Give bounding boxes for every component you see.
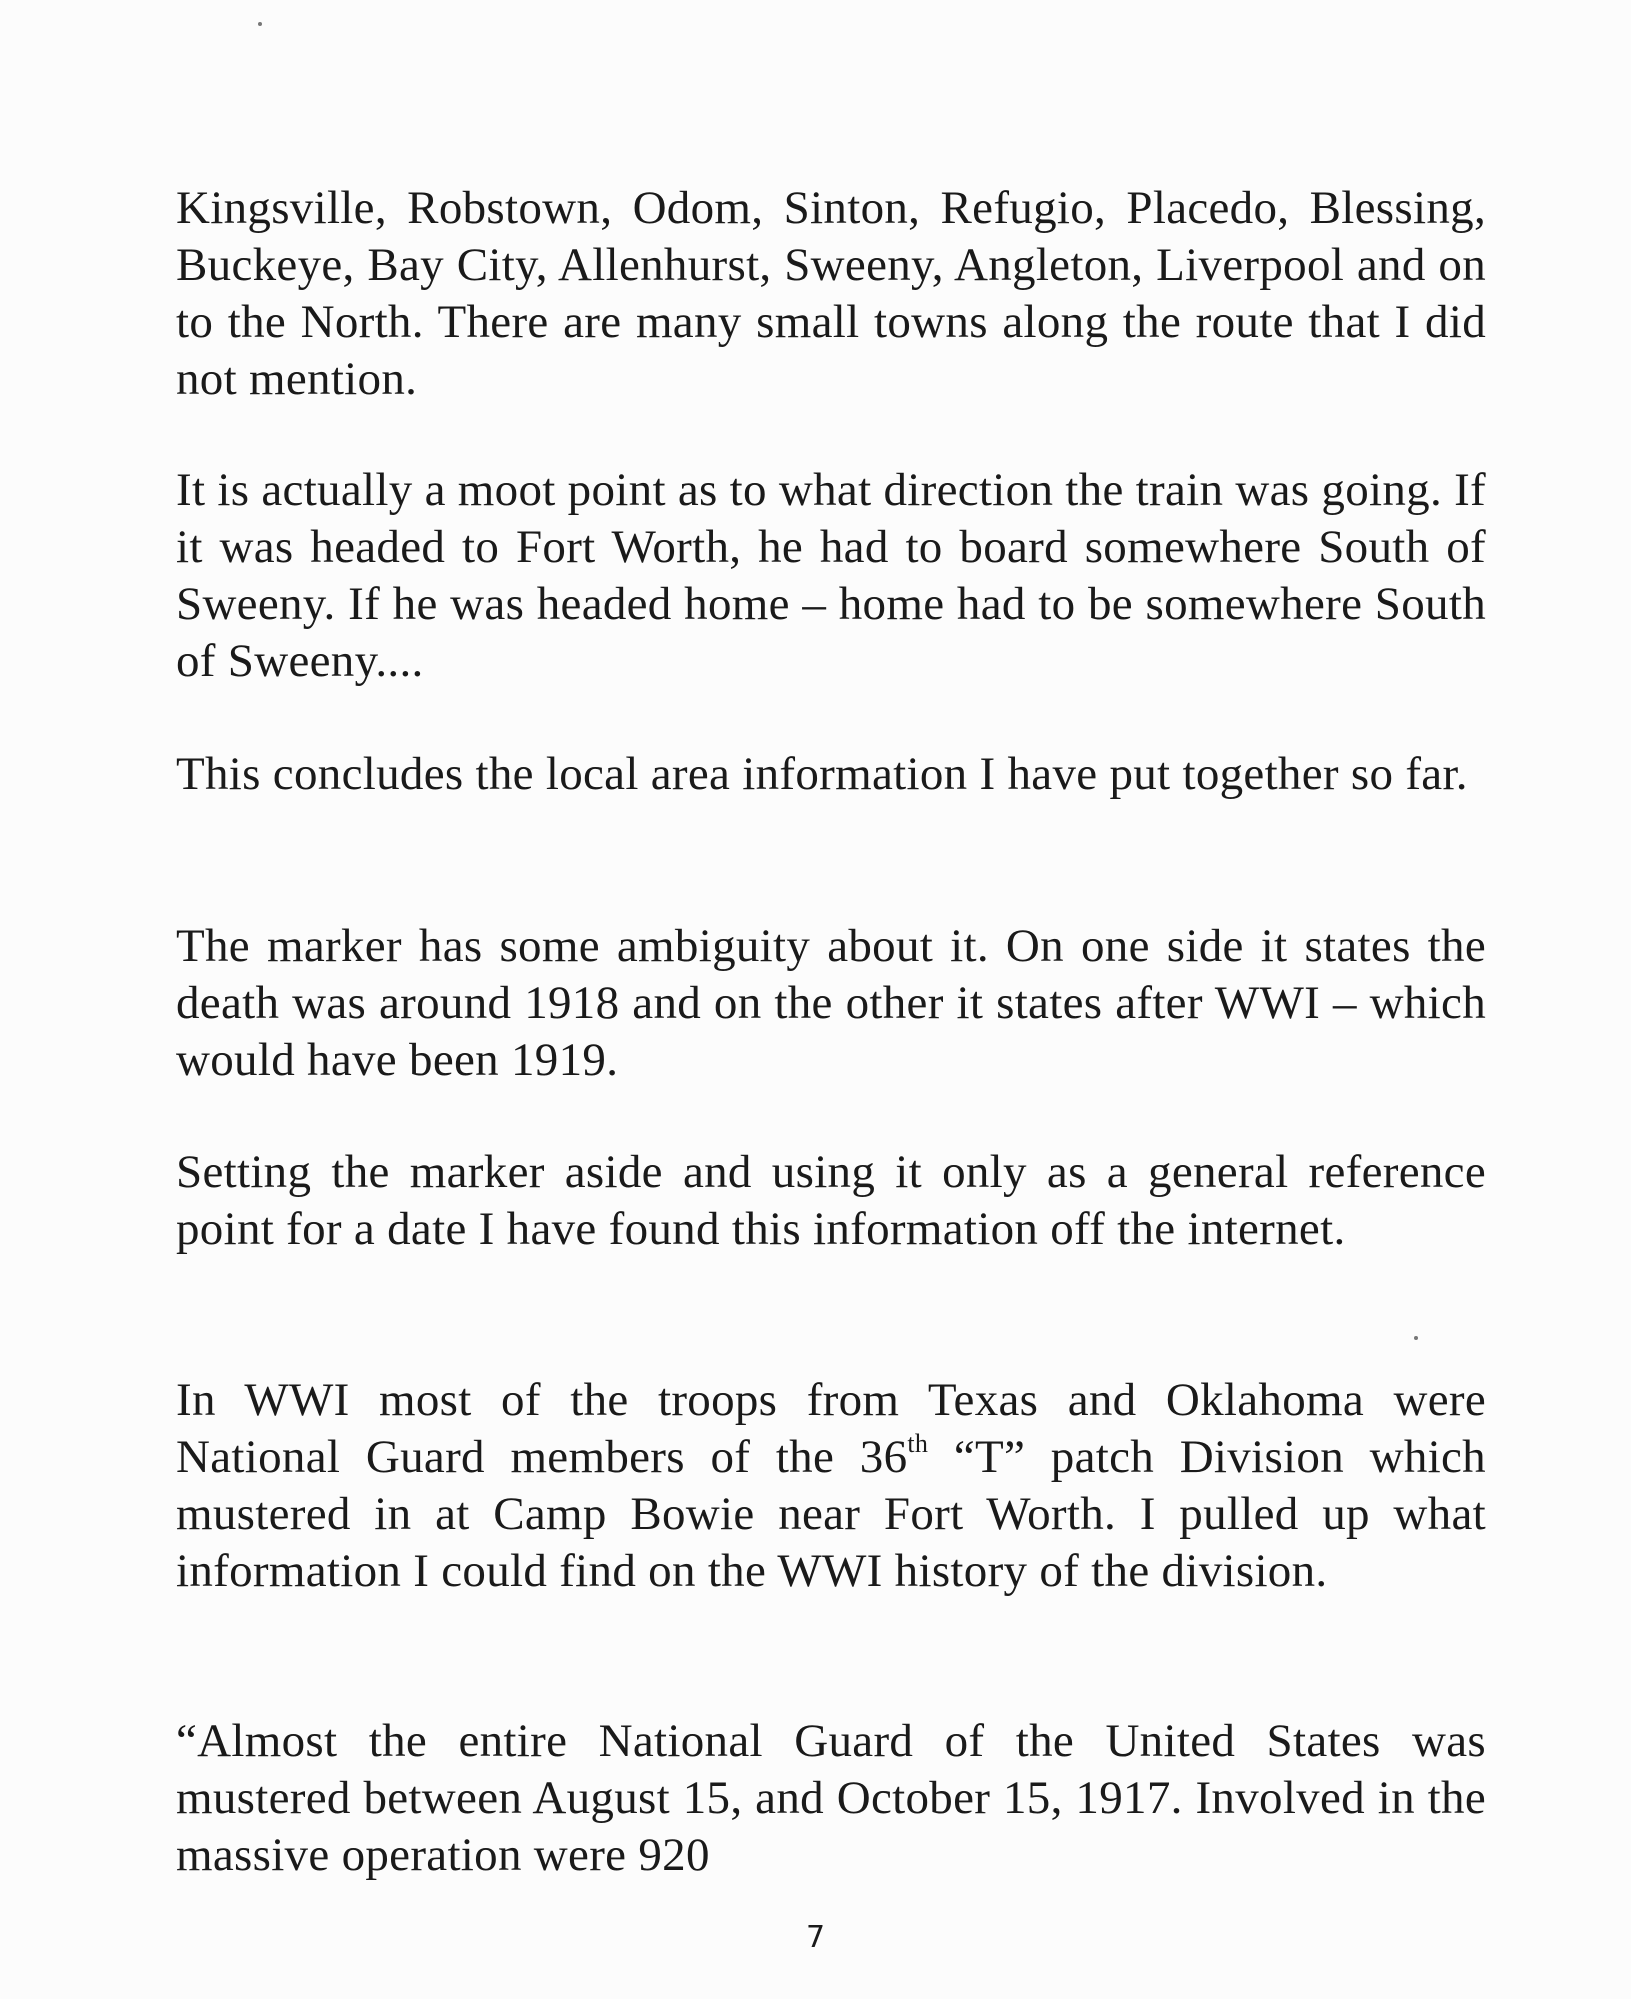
paragraph-route-towns: Kingsville, Robstown, Odom, Sinton, Refugio, Placedo, Blessing, Buckeye, Bay City, Allenhurst, Sweeny, Angleton, Liverpool and on to the North. There are many small towns along the route that I did not mention.	[176, 182, 1486, 405]
scan-speck	[258, 22, 262, 26]
ordinal-superscript: th	[907, 1429, 929, 1458]
paragraph-internet-information: Setting the marker aside and using it only as a general reference point for a date I have found this information off the internet.	[176, 1146, 1486, 1255]
paragraph-36th-division-part1: In WWI most of the troops from Texas and Oklahoma were National Guard members of the 36	[176, 1374, 1486, 1483]
page-number: 7	[805, 1920, 826, 1955]
paragraph-36th-division-part2: “T” patch Division which mustered in at Camp Bowie near Fort Worth. I pulled up what information I could find on the WWI history of the division.	[176, 1431, 1486, 1597]
paragraph-local-area-conclusion: This concludes the local area information I have put together so far.	[176, 748, 1468, 800]
paragraph-train-direction: It is actually a moot point as to what direction the train was going. If it was headed to Fort Worth, he had to board somewhere South of Sweeny. If he was headed home – home had to be somewhere South of Sweeny....	[176, 464, 1486, 687]
scan-speck	[1414, 1336, 1418, 1340]
paragraph-marker-ambiguity: The marker has some ambiguity about it. On one side it states the death was around 1918 and on the other it states after WWI – which would have been 1919.	[176, 920, 1486, 1086]
paragraph-36th-division	[176, 1372, 1486, 1600]
paragraph-national-guard-quote: “Almost the entire National Guard of the United States was mustered between August 15, and October 15, 1917. Involved in the massive operation were 920	[176, 1715, 1486, 1881]
